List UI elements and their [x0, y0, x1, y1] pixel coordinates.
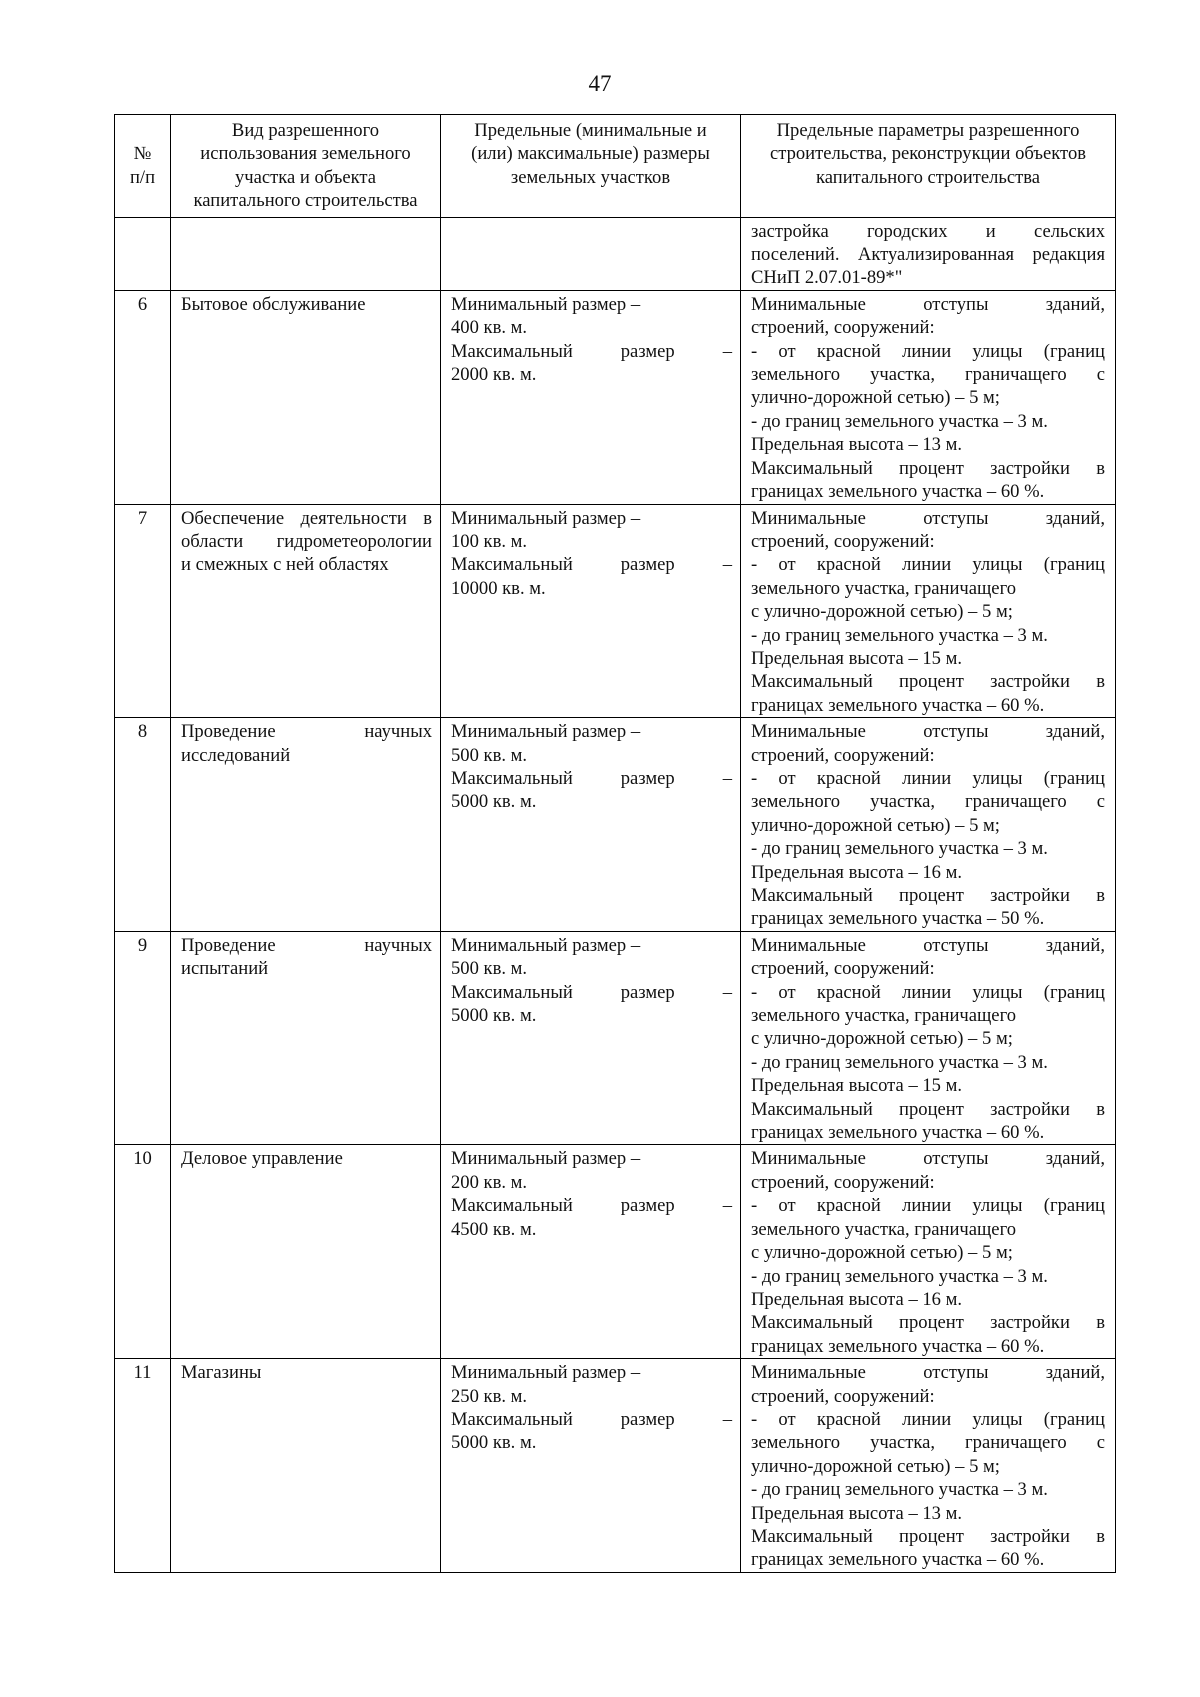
params-line: - до границ земельного участка – 3 м. [751, 1051, 1048, 1073]
table-row [115, 1359, 1116, 1573]
table-header-row [115, 115, 1116, 218]
params-line: земельного участка, граничащего [751, 1005, 1017, 1027]
size-line: Максимальный размер – [451, 767, 732, 789]
cell-permitted-use [171, 931, 441, 1145]
params-line: земельного участка, граничащего [751, 577, 1017, 599]
header-params-line: строительства, реконструкции объектов [769, 143, 1087, 165]
params-line: строений, сооружений: [751, 1385, 935, 1407]
size-line: Минимальный размер – [451, 293, 641, 315]
params-line: строений, сооружений: [751, 1171, 935, 1193]
cell-permitted-use [171, 1359, 441, 1573]
header-number [115, 115, 171, 218]
params-line: строений, сооружений: [751, 317, 935, 339]
size-line: 2000 кв. м. [451, 364, 537, 386]
params-line: Максимальный процент застройки в [751, 1098, 1105, 1120]
size-line: Максимальный размер – [451, 1408, 732, 1430]
cell-construction-params [741, 718, 1116, 932]
params-line: границах земельного участка – 60 %. [751, 1122, 1045, 1144]
use-line: испытаний [181, 958, 269, 980]
params-line: - до границ земельного участка – 3 м. [751, 1479, 1048, 1501]
use-line: Бытовое обслуживание [181, 293, 366, 315]
cell-number: 9 [115, 931, 171, 1145]
params-line: границах земельного участка – 50 %. [751, 908, 1045, 930]
header-use-line: капитального строительства [193, 190, 418, 212]
table-row [115, 718, 1116, 932]
params-line: - до границ земельного участка – 3 м. [751, 1265, 1048, 1287]
header-number-line: № [133, 143, 152, 165]
cell-number: 8 [115, 718, 171, 932]
size-line: Минимальный размер – [451, 934, 641, 956]
cell-plot-size [441, 1359, 741, 1573]
header-number-line: п/п [129, 166, 156, 188]
params-line: - до границ земельного участка – 3 м. [751, 624, 1048, 646]
params-line: земельного участка, граничащего с [751, 364, 1105, 386]
use-line: Проведение научных [181, 721, 432, 743]
use-line: области гидрометеорологии [181, 530, 432, 552]
params-line: Предельная высота – 15 м. [751, 1075, 963, 1097]
params-line: поселений. Актуализированная редакция [751, 244, 1105, 266]
size-line: 4500 кв. м. [451, 1218, 537, 1240]
cell-permitted-use [171, 290, 441, 504]
cell-plot-size [441, 718, 741, 932]
params-line: Максимальный процент застройки в [751, 1525, 1105, 1547]
params-line: Предельная высота – 13 м. [751, 434, 963, 456]
cell-construction-params [741, 290, 1116, 504]
size-line: Минимальный размер – [451, 507, 641, 529]
table-row [115, 290, 1116, 504]
cell-number: 7 [115, 504, 171, 718]
params-line: земельного участка, граничащего с [751, 791, 1105, 813]
cell-plot-size [441, 931, 741, 1145]
params-line: границах земельного участка – 60 %. [751, 1549, 1045, 1571]
params-line: улично-дорожной сетью) – 5 м; [751, 814, 1000, 836]
params-line: границах земельного участка – 60 %. [751, 481, 1045, 503]
params-line: - от красной линии улицы (границ [751, 981, 1105, 1003]
params-line: с улично-дорожной сетью) – 5 м; [751, 1028, 1013, 1050]
header-use-line: использования земельного [200, 143, 411, 165]
params-line: улично-дорожной сетью) – 5 м; [751, 387, 1000, 409]
header-params-line: Предельные параметры разрешенного [776, 120, 1080, 141]
params-line: Предельная высота – 15 м. [751, 647, 963, 669]
params-line: - от красной линии улицы (границ [751, 767, 1105, 789]
table-row-continuation [115, 217, 1116, 290]
header-size-line: (или) максимальные) размеры [471, 143, 710, 165]
size-line: Максимальный размер – [451, 340, 732, 362]
page-number: 47 [588, 71, 612, 96]
cell-plot-size [441, 217, 741, 290]
params-line: - до границ земельного участка – 3 м. [751, 410, 1048, 432]
use-line: Обеспечение деятельности в [181, 507, 432, 529]
params-line: границах земельного участка – 60 %. [751, 1335, 1045, 1357]
header-permitted-use [171, 115, 441, 218]
params-line: - до границ земельного участка – 3 м. [751, 838, 1048, 860]
params-line: Минимальные отступы зданий, [751, 934, 1105, 956]
params-line: Минимальные отступы зданий, [751, 1148, 1105, 1170]
size-line: 250 кв. м. [451, 1385, 528, 1407]
params-line: - от красной линии улицы (границ [751, 1195, 1105, 1217]
params-line: Минимальные отступы зданий, [751, 507, 1105, 529]
cell-number: 6 [115, 290, 171, 504]
params-line: Предельная высота – 13 м. [751, 1502, 963, 1524]
params-line: Предельная высота – 16 м. [751, 1288, 963, 1310]
table-row [115, 931, 1116, 1145]
cell-construction-params [741, 1145, 1116, 1359]
cell-construction-params [741, 1359, 1116, 1573]
cell-construction-params [741, 504, 1116, 718]
params-line: Максимальный процент застройки в [751, 671, 1105, 693]
params-line: застройка городских и сельских [751, 220, 1105, 242]
cell-construction-params [741, 931, 1116, 1145]
use-line: и смежных с ней областях [181, 554, 389, 576]
params-line: с улично-дорожной сетью) – 5 м; [751, 1242, 1013, 1264]
use-line: Деловое управление [181, 1148, 343, 1170]
size-line: Минимальный размер – [451, 721, 641, 743]
cell-number: 10 [115, 1145, 171, 1359]
size-line: Максимальный размер – [451, 981, 732, 1003]
params-line: Максимальный процент застройки в [751, 457, 1105, 479]
cell-number [115, 217, 171, 290]
size-line: 500 кв. м. [451, 958, 528, 980]
header-use-line: Вид разрешенного [231, 120, 380, 141]
size-line: Минимальный размер – [451, 1362, 641, 1384]
params-line: строений, сооружений: [751, 958, 935, 980]
params-line: Максимальный процент застройки в [751, 885, 1105, 906]
size-line: 5000 кв. м. [451, 1005, 537, 1027]
size-line: Максимальный размер – [451, 554, 732, 576]
size-line: 500 кв. м. [451, 744, 528, 766]
header-use-line: участка и объекта [234, 166, 377, 188]
header-params-line: капитального строительства [816, 166, 1040, 188]
cell-construction-params [741, 217, 1116, 290]
params-line: - от красной линии улицы (границ [751, 340, 1105, 362]
cell-permitted-use [171, 504, 441, 718]
params-line: земельного участка, граничащего [751, 1218, 1017, 1240]
params-line: Минимальные отступы зданий, [751, 721, 1105, 743]
cell-permitted-use [171, 217, 441, 290]
size-line: 200 кв. м. [451, 1171, 528, 1193]
cell-permitted-use [171, 718, 441, 932]
params-line: Минимальные отступы зданий, [751, 293, 1105, 315]
params-line: Минимальные отступы зданий, [751, 1362, 1105, 1384]
land-use-table [114, 114, 1116, 1573]
params-line: улично-дорожной сетью) – 5 м; [751, 1455, 1000, 1477]
params-line: СНиП 2.07.01-89*" [751, 267, 903, 289]
cell-plot-size [441, 290, 741, 504]
params-line: земельного участка, граничащего с [751, 1432, 1105, 1454]
size-line: 5000 кв. м. [451, 1432, 537, 1454]
params-line: Предельная высота – 16 м. [751, 861, 963, 883]
params-line: границах земельного участка – 60 %. [751, 694, 1045, 716]
use-line: Проведение научных [181, 934, 432, 956]
header-size-line: земельных участков [510, 166, 671, 188]
params-line: строений, сооружений: [751, 744, 935, 766]
size-line: 100 кв. м. [451, 530, 528, 552]
table-row [115, 1145, 1116, 1359]
params-line: - от красной линии улицы (границ [751, 554, 1105, 576]
params-line: Максимальный процент застройки в [751, 1312, 1105, 1334]
size-line: 5000 кв. м. [451, 791, 537, 813]
size-line: Максимальный размер – [451, 1195, 732, 1217]
header-construction-params [741, 115, 1116, 218]
table-row [115, 504, 1116, 718]
cell-number: 11 [115, 1359, 171, 1573]
size-line: 10000 кв. м. [451, 577, 546, 599]
header-plot-size [441, 115, 741, 218]
size-line: Минимальный размер – [451, 1148, 641, 1170]
params-line: - от красной линии улицы (границ [751, 1408, 1105, 1430]
params-line: с улично-дорожной сетью) – 5 м; [751, 601, 1013, 623]
use-line: Магазины [181, 1362, 262, 1384]
cell-plot-size [441, 504, 741, 718]
cell-permitted-use [171, 1145, 441, 1359]
header-size-line: Предельные (минимальные и [474, 120, 707, 141]
cell-plot-size [441, 1145, 741, 1359]
params-line: строений, сооружений: [751, 530, 935, 552]
size-line: 400 кв. м. [451, 317, 528, 339]
use-line: исследований [181, 744, 291, 766]
